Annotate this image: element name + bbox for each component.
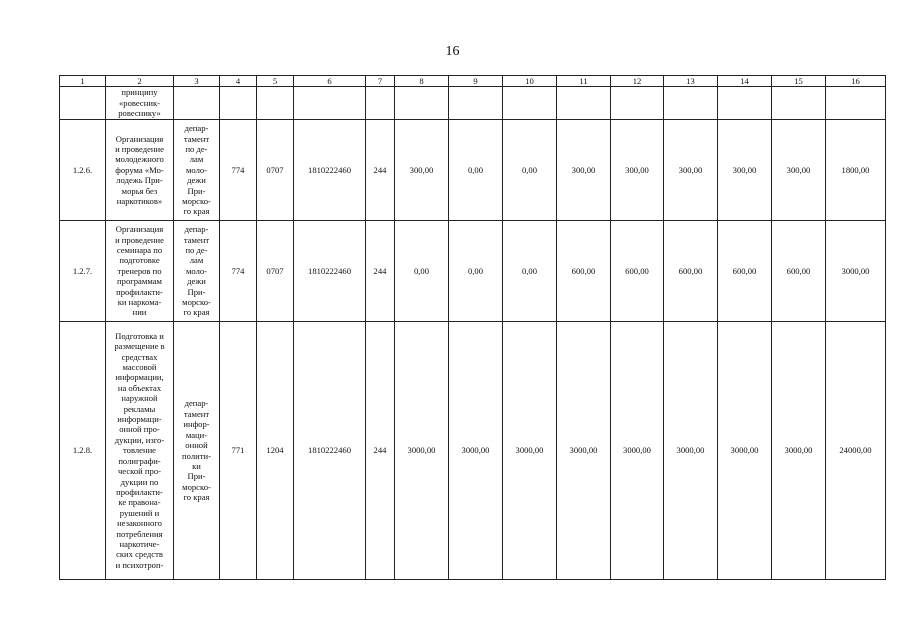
value-cell: 600,00 — [772, 221, 826, 322]
executor: депар- тамент по де- лам моло- дежи При- морско- го края — [174, 221, 220, 322]
code-cell — [257, 87, 294, 120]
value-cell: 3000,00 — [503, 322, 557, 580]
value-cell: 3000,00 — [611, 322, 664, 580]
value-cell — [611, 87, 664, 120]
item-name: принципу «ровесник- ровеснику» — [106, 87, 174, 120]
executor: депар- тамент инфор- маци- онной полити- ки При- морско- го края — [174, 322, 220, 580]
column-header: 15 — [772, 76, 826, 87]
budget-table — [59, 75, 886, 580]
value-cell: 0,00 — [449, 221, 503, 322]
code-cell: 774 — [220, 221, 257, 322]
code-cell: 0707 — [257, 120, 294, 221]
value-cell: 300,00 — [611, 120, 664, 221]
value-cell: 1800,00 — [826, 120, 886, 221]
code-cell: 244 — [366, 322, 395, 580]
value-cell: 3000,00 — [826, 221, 886, 322]
value-cell: 300,00 — [664, 120, 718, 221]
column-header: 11 — [557, 76, 611, 87]
value-cell: 600,00 — [557, 221, 611, 322]
value-cell: 300,00 — [395, 120, 449, 221]
value-cell — [503, 87, 557, 120]
value-cell: 24000,00 — [826, 322, 886, 580]
code-cell: 1810222460 — [294, 221, 366, 322]
column-header: 12 — [611, 76, 664, 87]
item-number: 1.2.7. — [60, 221, 106, 322]
value-cell — [772, 87, 826, 120]
column-header: 5 — [257, 76, 294, 87]
code-cell — [220, 87, 257, 120]
value-cell — [718, 87, 772, 120]
item-number: 1.2.6. — [60, 120, 106, 221]
value-cell: 0,00 — [503, 120, 557, 221]
column-header: 3 — [174, 76, 220, 87]
executor — [174, 87, 220, 120]
table-row — [60, 87, 886, 120]
column-header: 10 — [503, 76, 557, 87]
code-cell: 1810222460 — [294, 120, 366, 221]
column-header: 4 — [220, 76, 257, 87]
value-cell: 300,00 — [718, 120, 772, 221]
column-header: 8 — [395, 76, 449, 87]
value-cell: 0,00 — [503, 221, 557, 322]
code-cell: 0707 — [257, 221, 294, 322]
value-cell: 300,00 — [772, 120, 826, 221]
page-number: 16 — [445, 44, 460, 59]
value-cell: 600,00 — [664, 221, 718, 322]
table-row — [60, 120, 886, 221]
table-row — [60, 322, 886, 580]
value-cell — [557, 87, 611, 120]
item-number — [60, 87, 106, 120]
item-number: 1.2.8. — [60, 322, 106, 580]
item-name: Подготовка и размещение в средствах массовой информации, на объектах наружной рекламы информаци- онной про- дукции, изго- товление полиграфи- ческой про- дукции по профилакти- ке правона- рушений и незаконного потребления наркотиче- ских средств и психотроп- — [106, 322, 174, 580]
value-cell — [826, 87, 886, 120]
item-name: Организация и проведение молодежного форума «Мо- лодежь При- морья без наркотиков» — [106, 120, 174, 221]
column-header: 14 — [718, 76, 772, 87]
column-header: 2 — [106, 76, 174, 87]
value-cell — [664, 87, 718, 120]
value-cell: 3000,00 — [664, 322, 718, 580]
value-cell: 600,00 — [718, 221, 772, 322]
code-cell: 771 — [220, 322, 257, 580]
value-cell: 3000,00 — [395, 322, 449, 580]
code-cell: 244 — [366, 221, 395, 322]
table-row — [60, 221, 886, 322]
value-cell: 3000,00 — [557, 322, 611, 580]
value-cell: 3000,00 — [772, 322, 826, 580]
value-cell: 3000,00 — [449, 322, 503, 580]
value-cell: 300,00 — [557, 120, 611, 221]
code-cell — [294, 87, 366, 120]
column-header: 7 — [366, 76, 395, 87]
column-header: 6 — [294, 76, 366, 87]
column-header: 1 — [60, 76, 106, 87]
code-cell: 244 — [366, 120, 395, 221]
code-cell — [366, 87, 395, 120]
code-cell: 1204 — [257, 322, 294, 580]
column-number-row — [60, 76, 886, 87]
value-cell — [449, 87, 503, 120]
column-header: 16 — [826, 76, 886, 87]
value-cell: 3000,00 — [718, 322, 772, 580]
executor: депар- тамент по де- лам моло- дежи При- морско- го края — [174, 120, 220, 221]
column-header: 13 — [664, 76, 718, 87]
value-cell: 0,00 — [395, 221, 449, 322]
value-cell: 600,00 — [611, 221, 664, 322]
value-cell: 0,00 — [449, 120, 503, 221]
value-cell — [395, 87, 449, 120]
column-header: 9 — [449, 76, 503, 87]
code-cell: 1810222460 — [294, 322, 366, 580]
item-name: Организация и проведение семинара по подготовке тренеров по программам профилакти- ки наркома- нии — [106, 221, 174, 322]
code-cell: 774 — [220, 120, 257, 221]
